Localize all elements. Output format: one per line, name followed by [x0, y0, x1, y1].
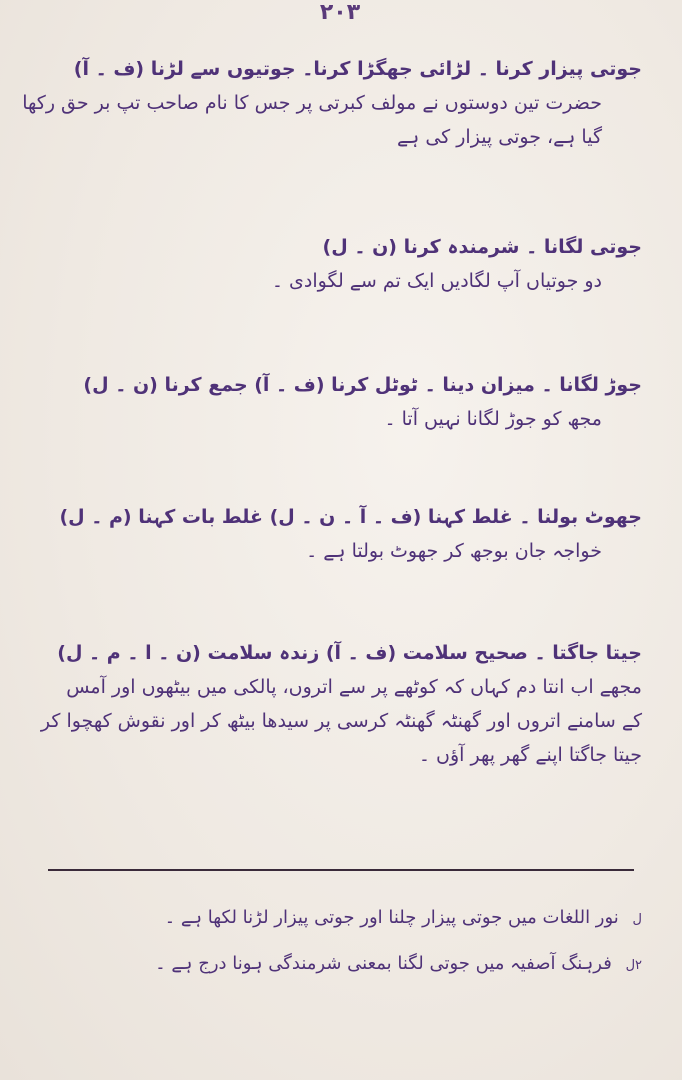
entry-example-line: جیتا جاگتا اپنے گھر پھر آؤں ۔: [418, 744, 642, 766]
dictionary-entry: [22, 52, 642, 154]
page-number: ۲۰۳: [319, 0, 361, 25]
entry-headline: جوتی پیزار کرنا ۔ لڑائی جھگڑا کرنا۔ جوتیوں سے لڑنا (ف ۔ آ): [73, 58, 642, 80]
dictionary-entry: [59, 500, 642, 568]
footnote: [155, 942, 642, 988]
entry-example-line: حضرت تین دوستوں نے مولف کبرتی پر جس کا نام صاحب تپ بر حق رکھا: [22, 92, 602, 114]
entry-headline: جھوٹ بولنا ۔ غلط کہنا (ف ۔ آ ۔ ن ۔ ل) غلط بات کہنا (م ۔ ل): [59, 506, 642, 528]
footnote-divider: [48, 869, 634, 871]
entry-example-line: کے سامنے اتروں اور گھنٹہ گھنٹہ کرسی پر سیدھا بیٹھ کر اور نقوش کھچوا کر: [40, 710, 642, 732]
dictionary-entry: [83, 368, 642, 436]
footnote-mark: ۲ل: [625, 958, 642, 973]
footnote-text: نور اللغات میں جوتی پیزار چلنا اور جوتی پیزار لڑنا لکھا ہے ۔: [164, 907, 619, 928]
entry-example-line: خواجہ جان بوجھ کر جھوٹ بولتا ہے ۔: [306, 540, 602, 562]
entry-example-line: مجھے اب انتا دم کہاں کہ کوٹھے پر سے اتروں، پالکی میں بیٹھوں اور آمس: [66, 676, 642, 698]
footnotes: [155, 896, 642, 988]
entry-example-line: مجھ کو جوڑ لگانا نہیں آتا ۔: [384, 408, 602, 430]
entry-example-line: دو جوتیاں آپ لگادیں ایک تم سے لگوادی ۔: [271, 270, 602, 292]
footnote-text: فرہنگ آصفیہ میں جوتی لگنا بمعنی شرمندگی ہونا درج ہے ۔: [155, 953, 612, 974]
dictionary-entry: [41, 636, 642, 772]
entry-headline: جوتی لگانا ۔ شرمندہ کرنا (ن ۔ ل): [322, 236, 642, 258]
footnote: [155, 896, 642, 942]
entry-headline: جیتا جاگتا ۔ صحیح سلامت (ف ۔ آ) زندہ سلامت (ن ۔ ا ۔ م ۔ ل): [57, 642, 642, 664]
footnote-mark: ل: [632, 912, 642, 927]
entry-example-line: گیا ہے، جوتی پیزار کی ہے: [397, 126, 602, 148]
dictionary-entry: [272, 230, 642, 298]
entry-headline: جوڑ لگانا ۔ میزان دینا ۔ ٹوٹل کرنا (ف ۔ آ) جمع کرنا (ن ۔ ل): [83, 374, 642, 396]
